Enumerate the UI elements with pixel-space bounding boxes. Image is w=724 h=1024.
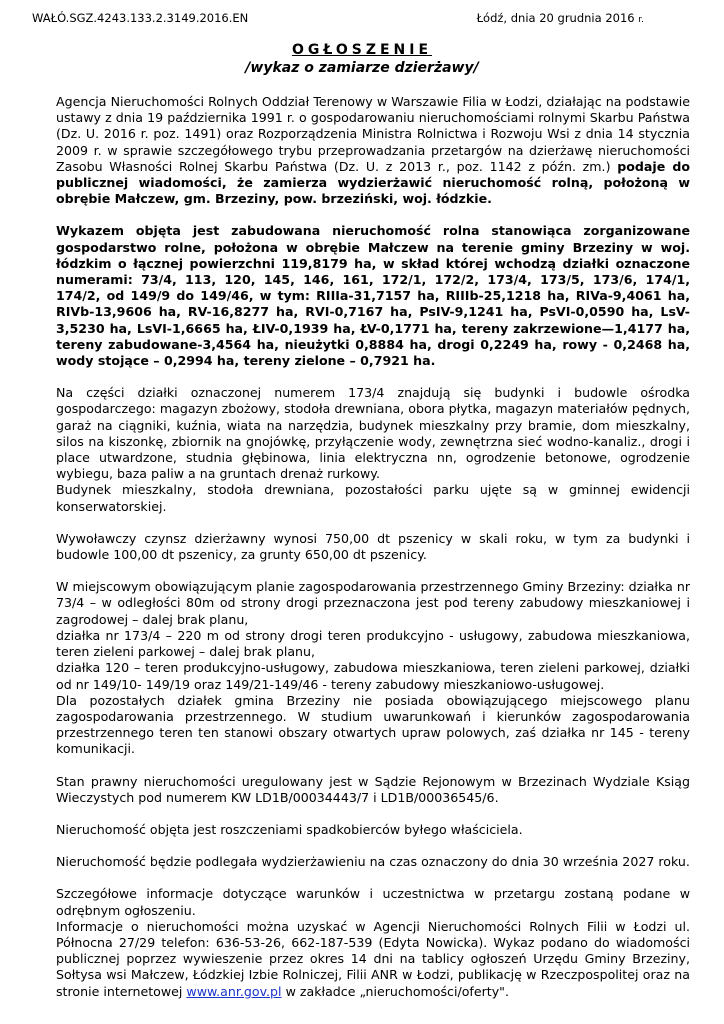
lease-term-paragraph: Nieruchomość będzie podlegała wydzierżawieniu na czas oznaczony do dnia 30 września 2027 roku. (56, 854, 690, 870)
monuments-paragraph: Budynek mieszkalny, stodoła drewniana, pozostałości parku ujęte są w gminnej ewidencji konserwatorskiej. (56, 482, 690, 514)
document-date (477, 10, 644, 28)
contact-paragraph (56, 919, 690, 1000)
date-text: Łódź, dnia 20 grudnia 2016 (476, 11, 635, 25)
buildings-paragraph: Na części działki oznaczonej numerem 173/4 znajdują się budynki i budowle ośrodka gospodarczego: magazyn zbożowy, stodoła drewniana, obora płytka, magazyn materiałów pędnych, garaż na ciągniki, kuźnia, wiata na narzędzia, budynek mieszkalny przy bramie, dom mieszkalny, silos na kiszonkę, zbiornik na gnojówkę, przyłączenie wody, zewnętrzna sieć wodno-kanaliz., drogi i place utwardzone, studnia głębinowa, linia elektryczna nn, ogrodzenie betonowe, ogrodzenie wybiegu, baza paliw a na gruntach drenaż rurkowy. (56, 385, 690, 482)
zoning-paragraph-1: W miejscowym obowiązującym planie zagospodarowania przestrzennego Gminy Brzeziny: działka nr 73/4 – w odległości 80m od strony drogi przeznaczona jest pod tereny zabudowy mieszkaniowej i zagrodowej – dalej brak planu, (56, 579, 690, 627)
intro-bold-text: podaje do publicznej wiadomości, że zamierza wydzierżawić nieruchomość rolną, położoną w obrębie Małczew, gm. Brzeziny, pow. brzeziński, woj. łódzkie. (56, 158, 690, 207)
tender-info-paragraph: Szczegółowe informacje dotyczące warunków i uczestnictwa w przetargu zostaną podane w odrębnym ogłoszeniu. (56, 886, 690, 918)
document-body (56, 94, 690, 1000)
legal-status-paragraph: Stan prawny nieruchomości uregulowany jest w Sądzie Rejonowym w Brzezinach Wydziale Ksiąg Wieczystych pod numerem KW LD1B/00034443/7 i LD1B/00036545/6. (56, 773, 690, 805)
anr-website-link[interactable]: www.anr.gov.pl (186, 983, 282, 999)
zoning-paragraph-2: działka nr 173/4 – 220 m od strony drogi teren produkcyjno - usługowy, zabudowa mieszkaniowa, teren zieleni parkowej – dalej brak planu, (56, 627, 690, 660)
claims-paragraph: Nieruchomość objęta jest roszczeniami spadkobierców byłego właściciela. (56, 821, 523, 837)
intro-paragraph (56, 94, 690, 207)
date-suffix: r. (638, 15, 644, 25)
contact-text: Informacje o nieruchomości można uzyskać w Agencji Nieruchomości Rolnych Filii w Łodzi ul. Północna 27/29 telefon: 636-53-26, 662-187-539 (Edyta Nowicka). Wykaz podano do wiadomości publicznej poprzez wywieszenie przez okres 14 dni na tablicy ogłoszeń Urzędu Gminy Brzeziny, Sołtysa wsi Małczew, Łódzkiej Izbie Rolniczej, Filii ANR w Łodzi, publikację w Rzeczpospolitej oraz na stronie internetowej (56, 918, 690, 999)
page-title: OGŁOSZENIE (291, 42, 433, 58)
rent-paragraph: Wywoławczy czynsz dzierżawny wynosi 750,00 dt pszenicy w skali roku, w tym za budynki i budowle 100,00 dt pszenicy, za grunty 650,00 dt pszenicy. (56, 530, 690, 563)
contact-suffix: w zakładce „nieruchomości/oferty". (285, 983, 509, 999)
property-description: Wykazem objęta jest zabudowana nieruchomość rolna stanowiąca zorganizowane gospodarstwo rolne, położona w obrębie Małczew na terenie gminy Brzeziny w woj. łódzkim o łącznej powierzchni 119,8179 ha, w skład której wchodzą działki oznaczone numerami: 73/4, 113, 120, 145, 146, 161, 172/1, 172/2, 173/4, 173/5, 173/6, 174/1, 174/2, od 149/9 do 149/46, w tym: RIIIa-31,7157 ha, RIIIb-25,1218 ha, RIVa-9,4061 ha, RIVb-13,9606 ha, RV-16,8277 ha, RVI-0,7167 ha, PsIV-9,1241 ha, PsVI-0,0590 ha, LsV-3,5230 ha, LsVI-1,6665 ha, ŁIV-0,1939 ha, ŁV-0,1771 ha, tereny zakrzewione—1,4177 ha, tereny zabudowane-3,4564 ha, nieużytki 0,8884 ha, drogi 0,2249 ha, rowy - 0,2468 ha, wody stojące – 0,2994 ha, tereny zielone – 0,7921 ha. (56, 223, 690, 369)
reference-number: WAŁÓ.SGZ.4243.133.2.3149.2016.EN (32, 11, 249, 25)
intro-text: Agencja Nieruchomości Rolnych Oddział Terenowy w Warszawie Filia w Łodzi, działając na podstawie ustawy z dnia 19 października 1991 r. o gospodarowaniu nieruchomościami rolnymi Skarbu Państwa (Dz. U. 2016 r. poz. 1491) oraz Rozporządzenia Ministra Rolnictwa i Rozwoju Wsi z dnia 14 stycznia 2009 r. w sprawie szczegółowego trybu przeprowadzania przetargów na dzierżawę nieruchomości Zasobu Własności Rolnej Skarbu Państwa (Dz. U. z 2013 r., poz. 1142 z późn. zm.) (56, 94, 690, 174)
zoning-paragraph-4: Dla pozostałych działek gmina Brzeziny nie posiada obowiązującego miejscowego planu zagospodarowania przestrzennego. W studium uwarunkowań i kierunków zagospodarowania przestrzennego teren ten stanowi obszary otwartych upraw polowych, zaś działka nr 145 - tereny komunikacji. (56, 692, 690, 757)
page-subtitle: /wykaz o zamiarze dzierżawy/ (245, 60, 479, 76)
zoning-paragraph-3: działka 120 – teren produkcyjno-usługowy, zabudowa mieszkaniowa, teren zieleni parkowej, działki od nr 149/10- 149/19 oraz 149/21-149/46 - tereny zabudowy mieszkaniowo-usługowej. (56, 660, 690, 692)
